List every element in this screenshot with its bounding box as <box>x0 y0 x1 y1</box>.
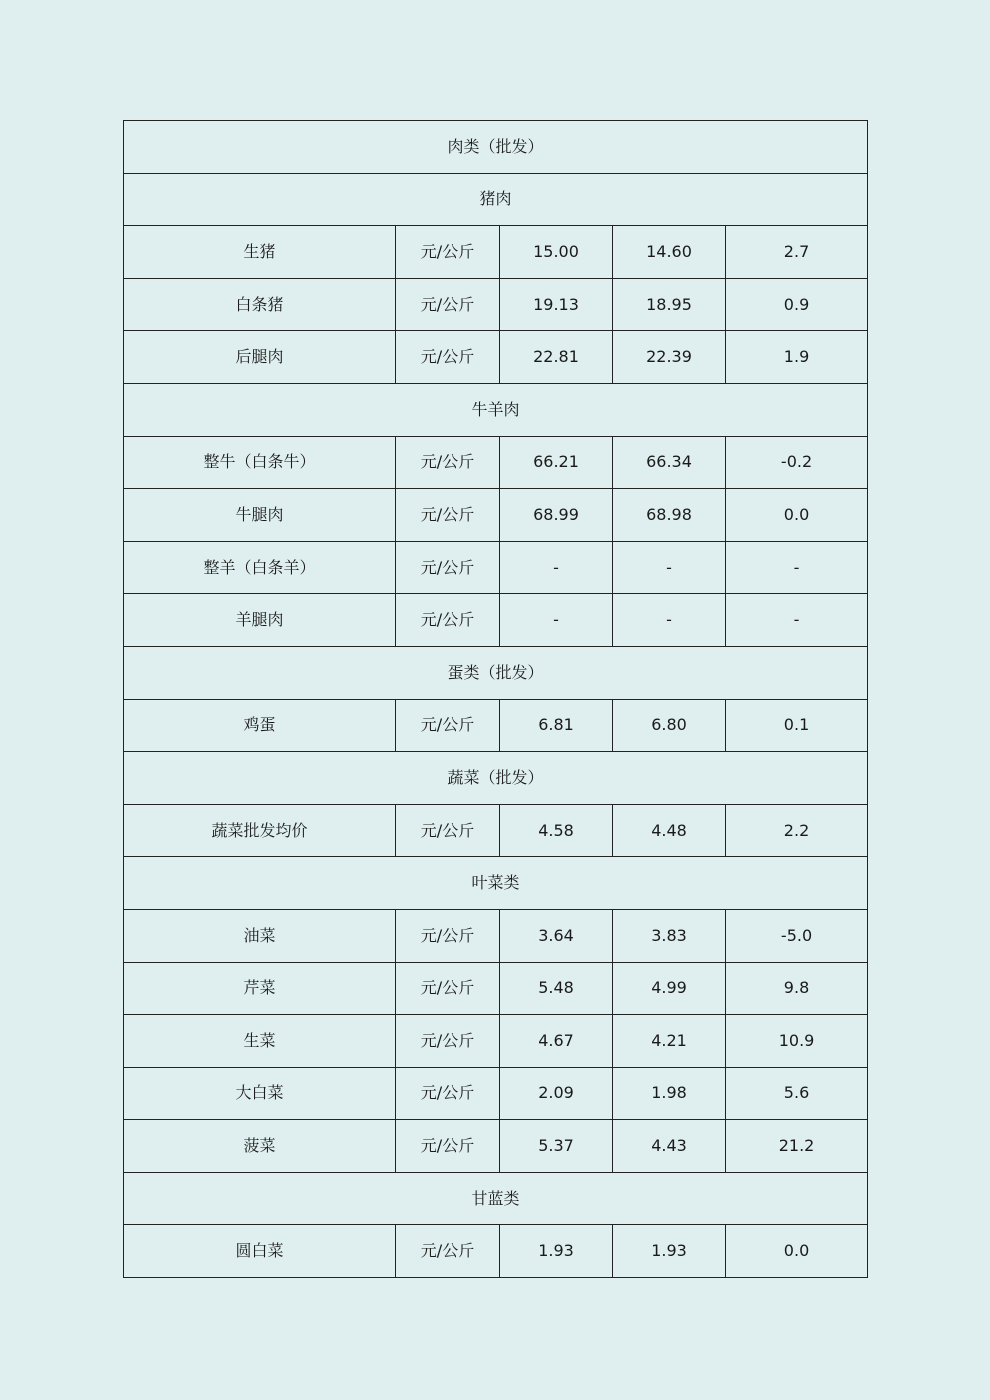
item-name-cell: 生菜 <box>124 1015 396 1068</box>
section-title: 猪肉 <box>124 173 868 226</box>
change-percent-cell: 0.0 <box>726 1225 868 1278</box>
item-name-cell: 油菜 <box>124 909 396 962</box>
table-row <box>124 226 868 279</box>
table-row <box>124 594 868 647</box>
item-name-cell: 芹菜 <box>124 962 396 1015</box>
section-title: 甘蓝类 <box>124 1172 868 1225</box>
section-header-row <box>124 1172 868 1225</box>
unit-cell: 元/公斤 <box>396 804 500 857</box>
previous-price-cell: 4.43 <box>613 1120 726 1173</box>
section-header-row <box>124 646 868 699</box>
current-price-cell: 3.64 <box>500 909 613 962</box>
change-percent-cell: 10.9 <box>726 1015 868 1068</box>
table-row <box>124 489 868 542</box>
item-name-cell: 牛腿肉 <box>124 489 396 542</box>
previous-price-cell: 3.83 <box>613 909 726 962</box>
section-header-row <box>124 857 868 910</box>
unit-cell: 元/公斤 <box>396 278 500 331</box>
previous-price-cell: 1.93 <box>613 1225 726 1278</box>
current-price-cell: 2.09 <box>500 1067 613 1120</box>
table-row <box>124 1225 868 1278</box>
item-name-cell: 后腿肉 <box>124 331 396 384</box>
unit-cell: 元/公斤 <box>396 1015 500 1068</box>
change-percent-cell: - <box>726 541 868 594</box>
change-percent-cell: 0.9 <box>726 278 868 331</box>
unit-cell: 元/公斤 <box>396 594 500 647</box>
current-price-cell: 22.81 <box>500 331 613 384</box>
table-row <box>124 278 868 331</box>
change-percent-cell: 2.7 <box>726 226 868 279</box>
previous-price-cell: 4.21 <box>613 1015 726 1068</box>
current-price-cell: 1.93 <box>500 1225 613 1278</box>
previous-price-cell: 14.60 <box>613 226 726 279</box>
item-name-cell: 大白菜 <box>124 1067 396 1120</box>
unit-cell: 元/公斤 <box>396 1067 500 1120</box>
unit-cell: 元/公斤 <box>396 909 500 962</box>
current-price-cell: 5.37 <box>500 1120 613 1173</box>
previous-price-cell: 66.34 <box>613 436 726 489</box>
change-percent-cell: 0.1 <box>726 699 868 752</box>
current-price-cell: 6.81 <box>500 699 613 752</box>
table-row <box>124 699 868 752</box>
table-row <box>124 436 868 489</box>
table-row <box>124 962 868 1015</box>
change-percent-cell: 5.6 <box>726 1067 868 1120</box>
unit-cell: 元/公斤 <box>396 962 500 1015</box>
change-percent-cell: 2.2 <box>726 804 868 857</box>
table-row <box>124 1015 868 1068</box>
unit-cell: 元/公斤 <box>396 541 500 594</box>
change-percent-cell: -0.2 <box>726 436 868 489</box>
section-title: 蛋类（批发） <box>124 646 868 699</box>
previous-price-cell: - <box>613 541 726 594</box>
unit-cell: 元/公斤 <box>396 699 500 752</box>
item-name-cell: 整牛（白条牛） <box>124 436 396 489</box>
current-price-cell: - <box>500 541 613 594</box>
unit-cell: 元/公斤 <box>396 489 500 542</box>
previous-price-cell: 68.98 <box>613 489 726 542</box>
previous-price-cell: 4.99 <box>613 962 726 1015</box>
section-title: 牛羊肉 <box>124 383 868 436</box>
table-row <box>124 804 868 857</box>
item-name-cell: 生猪 <box>124 226 396 279</box>
unit-cell: 元/公斤 <box>396 436 500 489</box>
section-header-row <box>124 121 868 174</box>
current-price-cell: 68.99 <box>500 489 613 542</box>
item-name-cell: 整羊（白条羊） <box>124 541 396 594</box>
price-table-body <box>124 121 868 1278</box>
previous-price-cell: 6.80 <box>613 699 726 752</box>
section-header-row <box>124 752 868 805</box>
table-row <box>124 1120 868 1173</box>
previous-price-cell: 18.95 <box>613 278 726 331</box>
section-title: 肉类（批发） <box>124 121 868 174</box>
current-price-cell: 5.48 <box>500 962 613 1015</box>
item-name-cell: 蔬菜批发均价 <box>124 804 396 857</box>
unit-cell: 元/公斤 <box>396 226 500 279</box>
current-price-cell: 66.21 <box>500 436 613 489</box>
change-percent-cell: 0.0 <box>726 489 868 542</box>
change-percent-cell: -5.0 <box>726 909 868 962</box>
table-row <box>124 541 868 594</box>
table-row <box>124 331 868 384</box>
previous-price-cell: 22.39 <box>613 331 726 384</box>
change-percent-cell: 21.2 <box>726 1120 868 1173</box>
previous-price-cell: 4.48 <box>613 804 726 857</box>
section-title: 叶菜类 <box>124 857 868 910</box>
item-name-cell: 羊腿肉 <box>124 594 396 647</box>
unit-cell: 元/公斤 <box>396 1120 500 1173</box>
previous-price-cell: - <box>613 594 726 647</box>
current-price-cell: 15.00 <box>500 226 613 279</box>
change-percent-cell: - <box>726 594 868 647</box>
current-price-cell: - <box>500 594 613 647</box>
change-percent-cell: 1.9 <box>726 331 868 384</box>
price-table <box>123 120 868 1278</box>
item-name-cell: 菠菜 <box>124 1120 396 1173</box>
item-name-cell: 圆白菜 <box>124 1225 396 1278</box>
section-header-row <box>124 383 868 436</box>
current-price-cell: 19.13 <box>500 278 613 331</box>
change-percent-cell: 9.8 <box>726 962 868 1015</box>
previous-price-cell: 1.98 <box>613 1067 726 1120</box>
section-title: 蔬菜（批发） <box>124 752 868 805</box>
unit-cell: 元/公斤 <box>396 331 500 384</box>
item-name-cell: 鸡蛋 <box>124 699 396 752</box>
item-name-cell: 白条猪 <box>124 278 396 331</box>
table-row <box>124 1067 868 1120</box>
unit-cell: 元/公斤 <box>396 1225 500 1278</box>
table-row <box>124 909 868 962</box>
section-header-row <box>124 173 868 226</box>
current-price-cell: 4.67 <box>500 1015 613 1068</box>
current-price-cell: 4.58 <box>500 804 613 857</box>
